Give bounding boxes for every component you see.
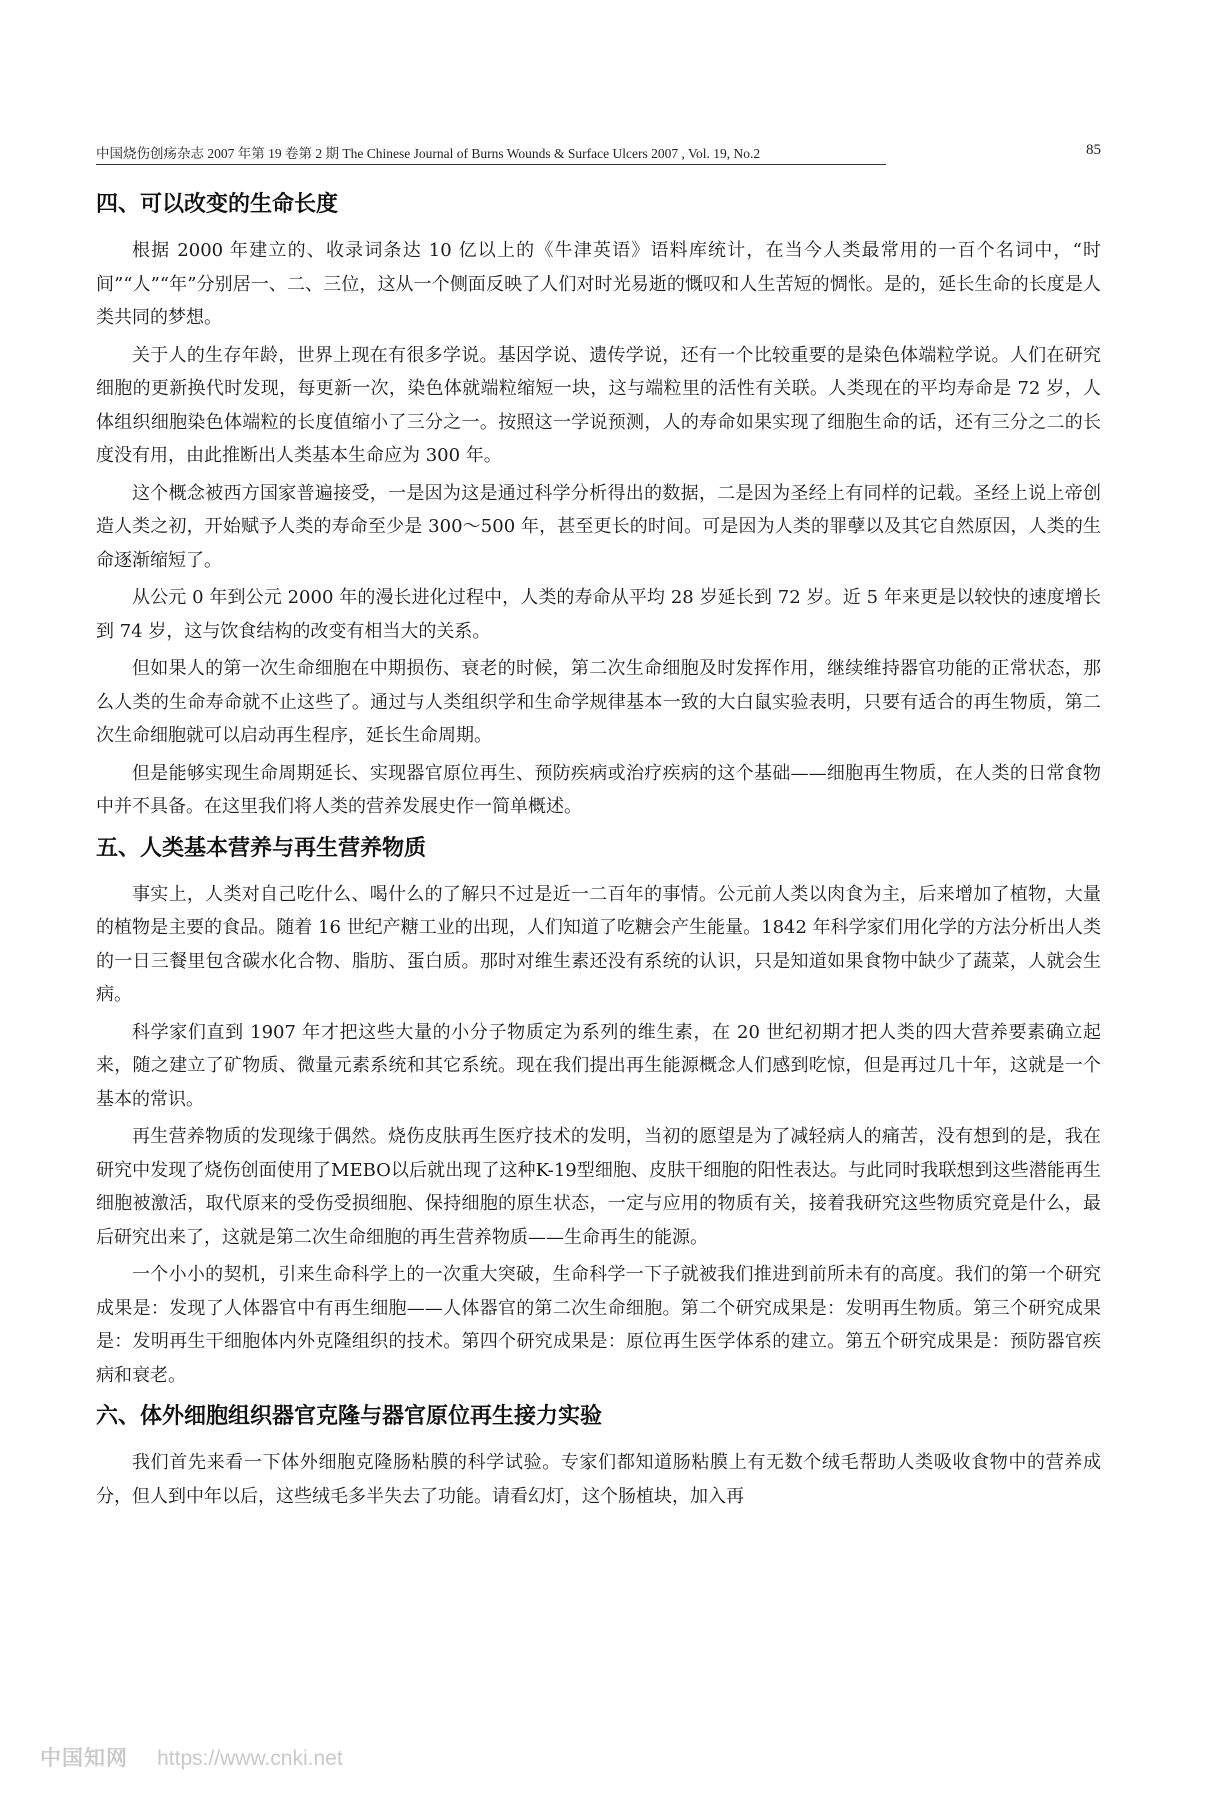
article-body bbox=[96, 190, 1101, 1517]
section-heading: 六、体外细胞组织器官克隆与器官原位再生接力实验 bbox=[96, 1404, 603, 1429]
section-heading: 四、可以改变的生命长度 bbox=[96, 192, 339, 217]
watermark-footer bbox=[40, 1742, 343, 1776]
paragraph: 我们首先来看一下体外细胞克隆肠粘膜的科学试验。专家们都知道肠粘膜上有无数个绒毛帮助人类吸收食物中的营养成分，但人到中年以后，这些绒毛多半失去了功能。请看幻灯，这个肠植块，加入再 bbox=[96, 1452, 1101, 1507]
paragraph: 再生营养物质的发现缘于偶然。烧伤皮肤再生医疗技术的发明，当初的愿望是为了减轻病人的痛苦，没有想到的是，我在研究中发现了烧伤创面使用了MEBO以后就出现了这种K-19型细胞、皮肤干细胞的阳性表达。与此同时我联想到这些潜能再生细胞被激活，取代原来的受伤受损细胞、保持细胞的原生状态，一定与应用的物质有关，接着我研究这些物质究竟是什么，最后研究出来了，这就是第二次生命细胞的再生营养物质——生命再生的能源。 bbox=[96, 1126, 1101, 1248]
cnki-logo: 中国知网 bbox=[40, 1746, 128, 1770]
page-number: 85 bbox=[1086, 142, 1101, 158]
cnki-url: https://www.cnki.net bbox=[157, 1747, 343, 1770]
paragraph: 关于人的生存年龄，世界上现在有很多学说。基因学说、遗传学说，还有一个比较重要的是染色体端粒学说。人们在研究细胞的更新换代时发现，每更新一次，染色体就端粒缩短一块，这与端粒里的活性有关联。人类现在的平均寿命是 72 岁，人体组织细胞染色体端粒的长度值缩小了三分之一。按照这一学说预测，人的寿命如果实现了细胞生命的话，还有三分之二的长度没有用，由此推断出人类基本生命应为 300 年。 bbox=[96, 344, 1101, 466]
paragraph: 科学家们直到 1907 年才把这些大量的小分子物质定为系列的维生素，在 20 世纪初期才把人类的四大营养要素确立起来，随之建立了矿物质、微量元素系统和其它系统。现在我们提出再生能源概念人们感到吃惊，但是再过几十年，这就是一个基本的常识。 bbox=[96, 1021, 1101, 1110]
paragraph: 根据 2000 年建立的、收录词条达 10 亿以上的《牛津英语》语料库统计，在当今人类最常用的一百个名词中，“时间”“人”“年”分别居一、二、三位，这从一个侧面反映了人们对时光易逝的慨叹和人生苦短的惆怅。是的，延长生命的长度是人类共同的梦想。 bbox=[96, 240, 1101, 328]
paragraph: 事实上，人类对自己吃什么、喝什么的了解只不过是近一二百年的事情。公元前人类以肉食为主，后来增加了植物，大量的植物是主要的食品。随着 16 世纪产糖工业的出现，人们知道了吃糖会产生能量。1842 年科学家们用化学的方法分析出人类的一日三餐里包含碳水化合物、脂肪、蛋白质。那时对维生素还没有系统的认识，只是知道如果食物中缺少了蔬菜，人就会生病。 bbox=[96, 883, 1101, 1005]
paragraph: 从公元 0 年到公元 2000 年的漫长进化过程中，人类的寿命从平均 28 岁延长到 72 岁。近 5 年来更是以较快的速度增长到 74 岁，这与饮食结构的改变有相当大的关系。 bbox=[96, 587, 1101, 642]
paragraph: 一个小小的契机，引来生命科学上的一次重大突破，生命科学一下子就被我们推进到前所未有的高度。我们的第一个研究成果是：发现了人体器官中有再生细胞——人体器官的第二次生命细胞。第二个研究成果是：发明再生物质。第三个研究成果是：发明再生干细胞体内外克隆组织的技术。第四个研究成果是：原位再生医学体系的建立。第五个研究成果是：预防器官疾病和衰老。 bbox=[96, 1264, 1101, 1386]
running-header bbox=[96, 142, 1101, 166]
paragraph: 但是能够实现生命周期延长、实现器官原位再生、预防疾病或治疗疾病的这个基础——细胞再生物质，在人类的日常食物中并不具备。在这里我们将人类的营养发展史作一简单概述。 bbox=[96, 762, 1101, 817]
paragraph: 这个概念被西方国家普遍接受，一是因为这是通过科学分析得出的数据，二是因为圣经上有同样的记载。圣经上说上帝创造人类之初，开始赋予人类的寿命至少是 300～500 年，甚至更长的时间。可是因为人类的罪孽以及其它自然原因，人类的生命逐渐缩短了。 bbox=[96, 482, 1101, 571]
journal-citation: 中国烧伤创疡杂志 2007 年第 19 卷第 2 期 The Chinese Journal of Burns Wounds & Surface Ulcers 2007 , Vol. 19, No.2 bbox=[96, 146, 761, 161]
paragraph: 但如果人的第一次生命细胞在中期损伤、衰老的时候，第二次生命细胞及时发挥作用，继续维持器官功能的正常状态，那么人类的生命寿命就不止这些了。通过与人类组织学和生命学规律基本一致的大白鼠实验表明，只要有适合的再生物质，第二次生命细胞就可以启动再生程序，延长生命周期。 bbox=[96, 658, 1101, 746]
header-rule bbox=[96, 164, 886, 165]
section-heading: 五、人类基本营养与再生营养物质 bbox=[96, 835, 427, 861]
